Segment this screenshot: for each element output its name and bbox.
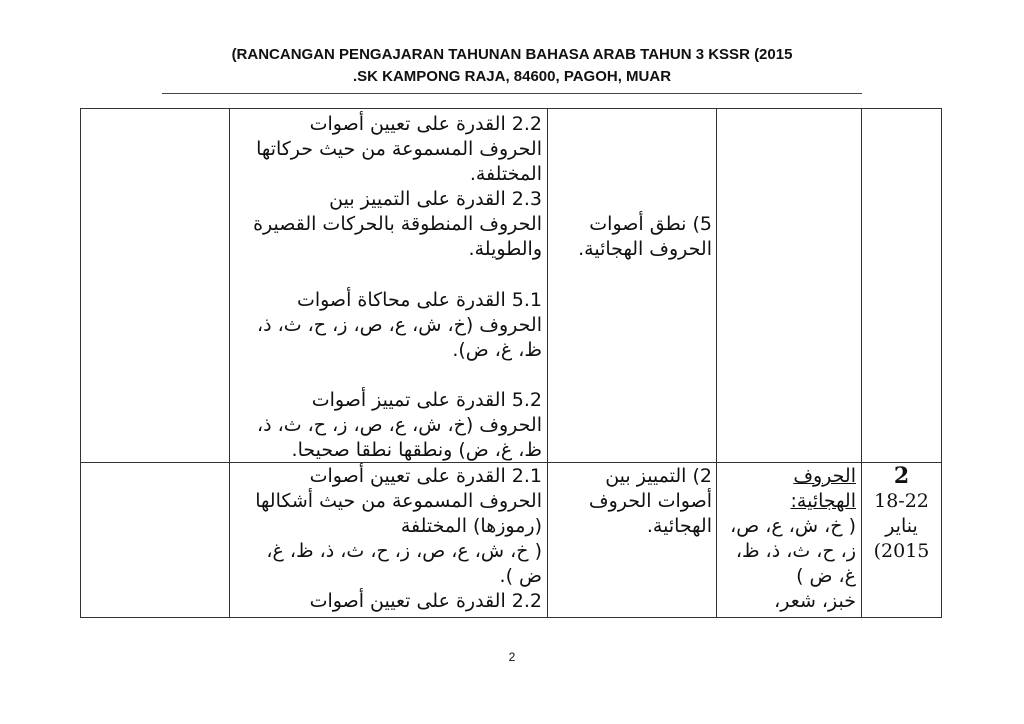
week-dates: 18-22	[874, 490, 929, 512]
header-divider	[162, 93, 862, 94]
topic-line: ز، ح، ث، ذ، ظ،	[735, 540, 856, 562]
row1-notes-cell	[80, 108, 230, 463]
standard-line: الحروف الهجائية.	[578, 238, 712, 260]
objective-line: 2.1 القدرة على تعيين أصوات	[309, 465, 542, 487]
standard-line: 2) التمييز بين	[605, 465, 712, 487]
week-month: يناير	[885, 515, 918, 537]
objective-line: (رموزها) المختلفة	[400, 515, 542, 537]
objective-line: ض ).	[499, 565, 542, 587]
school-address: .SK KAMPONG RAJA, 84600, PAGOH, MUAR	[352, 68, 672, 85]
objective-line: الحروف (خ، ش، ع، ص، ز، ح، ث، ذ،	[256, 414, 542, 436]
standard-line: أصوات الحروف	[588, 490, 712, 512]
topic-line: خبز، شعر،	[774, 590, 856, 612]
topic-heading: الحروف	[793, 465, 856, 487]
standard-line: الهجائية.	[646, 515, 712, 537]
standard-line: 5) نطق أصوات	[589, 213, 712, 235]
topic-line: غ، ض )	[796, 565, 856, 587]
row1-standard-cell	[547, 108, 717, 463]
objective-line: الحروف المسموعة من حيث حركاتها	[256, 138, 542, 160]
objective-line: ظ، غ، ض).	[452, 339, 542, 361]
objective-line: الحروف المنطوقة بالحركات القصيرة	[253, 213, 542, 235]
objective-line: 2.3 القدرة على التمييز بين	[329, 188, 542, 210]
objective-line: 2.2 القدرة على تعيين أصوات	[309, 590, 542, 612]
objective-line: 5.1 القدرة على محاكاة أصوات	[296, 289, 542, 311]
topic-line: ( خ، ش، ع، ص،	[730, 515, 856, 537]
objective-line: ظ، غ، ض) ونطقها نطقا صحيحا.	[291, 439, 542, 461]
objective-line: ( خ، ش، ع، ص، ز، ح، ث، ذ، ظ، غ،	[266, 540, 542, 562]
week-year: (2015	[873, 540, 930, 562]
row2-notes-cell	[80, 462, 230, 618]
page-number: 2	[508, 650, 516, 664]
row1-topic-cell	[716, 108, 862, 463]
row1-week-cell	[861, 108, 942, 463]
document-title: (RANCANGAN PENGAJARAN TAHUNAN BAHASA ARAB TAHUN 3 KSSR (2015	[231, 46, 793, 63]
objective-line: 2.2 القدرة على تعيين أصوات	[309, 113, 542, 135]
week-number: 2	[893, 463, 910, 489]
objective-line: المختلفة.	[469, 163, 542, 185]
topic-heading: الهجائية:	[790, 490, 856, 512]
objective-line: 5.2 القدرة على تمييز أصوات	[311, 389, 542, 411]
objective-line: الحروف المسموعة من حيث أشكالها	[255, 490, 542, 512]
objective-line: والطويلة.	[468, 238, 542, 260]
objective-line: الحروف (خ، ش، ع، ص، ز، ح، ث، ذ،	[256, 314, 542, 336]
